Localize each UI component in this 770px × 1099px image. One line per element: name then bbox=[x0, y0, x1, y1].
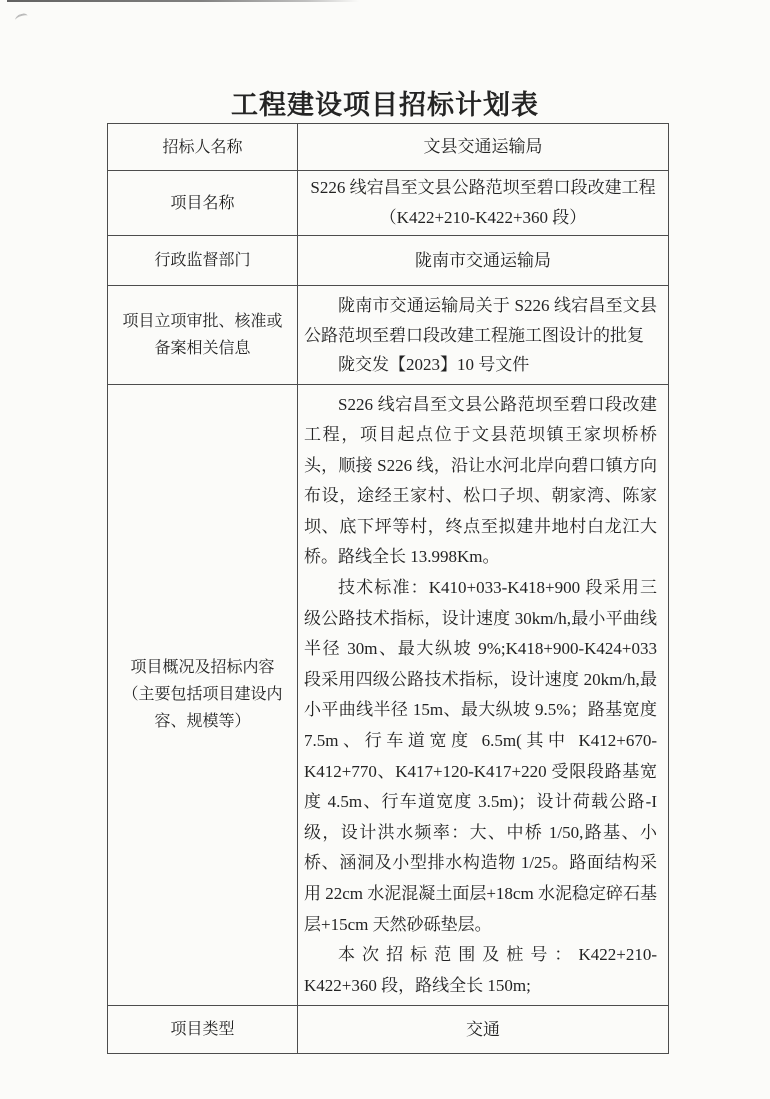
approval-info-label: 项目立项审批、核准或备案相关信息 bbox=[108, 286, 298, 385]
table-row-supervision-dept bbox=[108, 236, 669, 286]
bidding-plan-table bbox=[107, 123, 669, 1054]
table-row-project-type bbox=[108, 1006, 669, 1054]
supervision-dept-label: 行政监督部门 bbox=[108, 236, 298, 286]
table-row-bidder-name bbox=[108, 124, 669, 171]
bidder-name-label: 招标人名称 bbox=[108, 124, 298, 171]
bidder-name-value bbox=[298, 124, 669, 171]
project-overview-paragraph-3: 本次招标范围及桩号：K422+210-K422+360 段，路线全长 150m; bbox=[304, 945, 657, 995]
project-type-label: 项目类型 bbox=[108, 1006, 298, 1054]
pencil-smudge-artifact bbox=[14, 13, 29, 24]
project-name-line-1: S226 线宕昌至文县公路范坝至碧口段改建工程 bbox=[310, 178, 656, 197]
project-overview-label: 项目概况及招标内容（主要包括项目建设内容、规模等） bbox=[108, 384, 298, 1006]
approval-info-paragraph-1: 陇南市交通运输局关于 S226 线宕昌至文县公路范坝至碧口段改建工程施工图设计的批复 bbox=[304, 296, 657, 345]
bidder-name-text: 文县交通运输局 bbox=[423, 137, 543, 156]
table-row-project-name bbox=[108, 171, 669, 236]
project-overview-value bbox=[298, 384, 669, 1006]
project-overview-paragraph-1: S226 线宕昌至文县公路范坝至碧口段改建工程，项目起点位于文县范坝镇王家坝桥桥头，顺接 S226 线，沿让水河北岸向碧口镇方向布设，途经王家村、松口子坝、朝家湾、陈家坝、底下坪等村，终点至拟建井地村白龙江大桥。路线全长 13.998Km。 bbox=[304, 394, 657, 567]
table-row-approval-info bbox=[108, 286, 669, 385]
approval-info-value bbox=[298, 286, 669, 385]
project-overview-paragraph-2: 技术标准：K410+033-K418+900 段采用三级公路技术指标，设计速度 30km/h,最小平曲线半径 30m、最大纵坡 9%;K418+900-K424+033 段采用四级公路技术指标，设计速度 20km/h,最小平曲线半径 15m、最大纵坡 9.5%；路基宽度 7.5m、行车道宽度 6.5m(其中 K412+670-K412+770、K417+120-K417+220 受限段路基宽度 4.5m、行车道宽度 3.5m)；设计荷载公路-I 级，设计洪水频率：大、中桥 1/50,路基、小桥、涵洞及小型排水构造物 1/25。路面结构采用 22cm 水泥混凝土面层+18cm 水泥稳定碎石基层+15cm 天然砂砾垫层。 bbox=[304, 578, 657, 934]
scan-edge-artifact bbox=[7, 0, 359, 2]
table-row-project-overview bbox=[108, 384, 669, 1006]
project-name-value bbox=[298, 171, 669, 236]
project-type-text: 交通 bbox=[466, 1019, 500, 1039]
supervision-dept-text: 陇南市交通运输局 bbox=[415, 250, 551, 270]
approval-info-paragraph-2: 陇交发【2023】10 号文件 bbox=[338, 355, 530, 374]
project-type-value bbox=[298, 1006, 669, 1054]
supervision-dept-value bbox=[298, 236, 669, 286]
page-title: 工程建设项目招标计划表 bbox=[231, 90, 539, 120]
project-name-label: 项目名称 bbox=[108, 171, 298, 236]
project-name-line-2: （K422+210-K422+360 段） bbox=[379, 208, 587, 227]
